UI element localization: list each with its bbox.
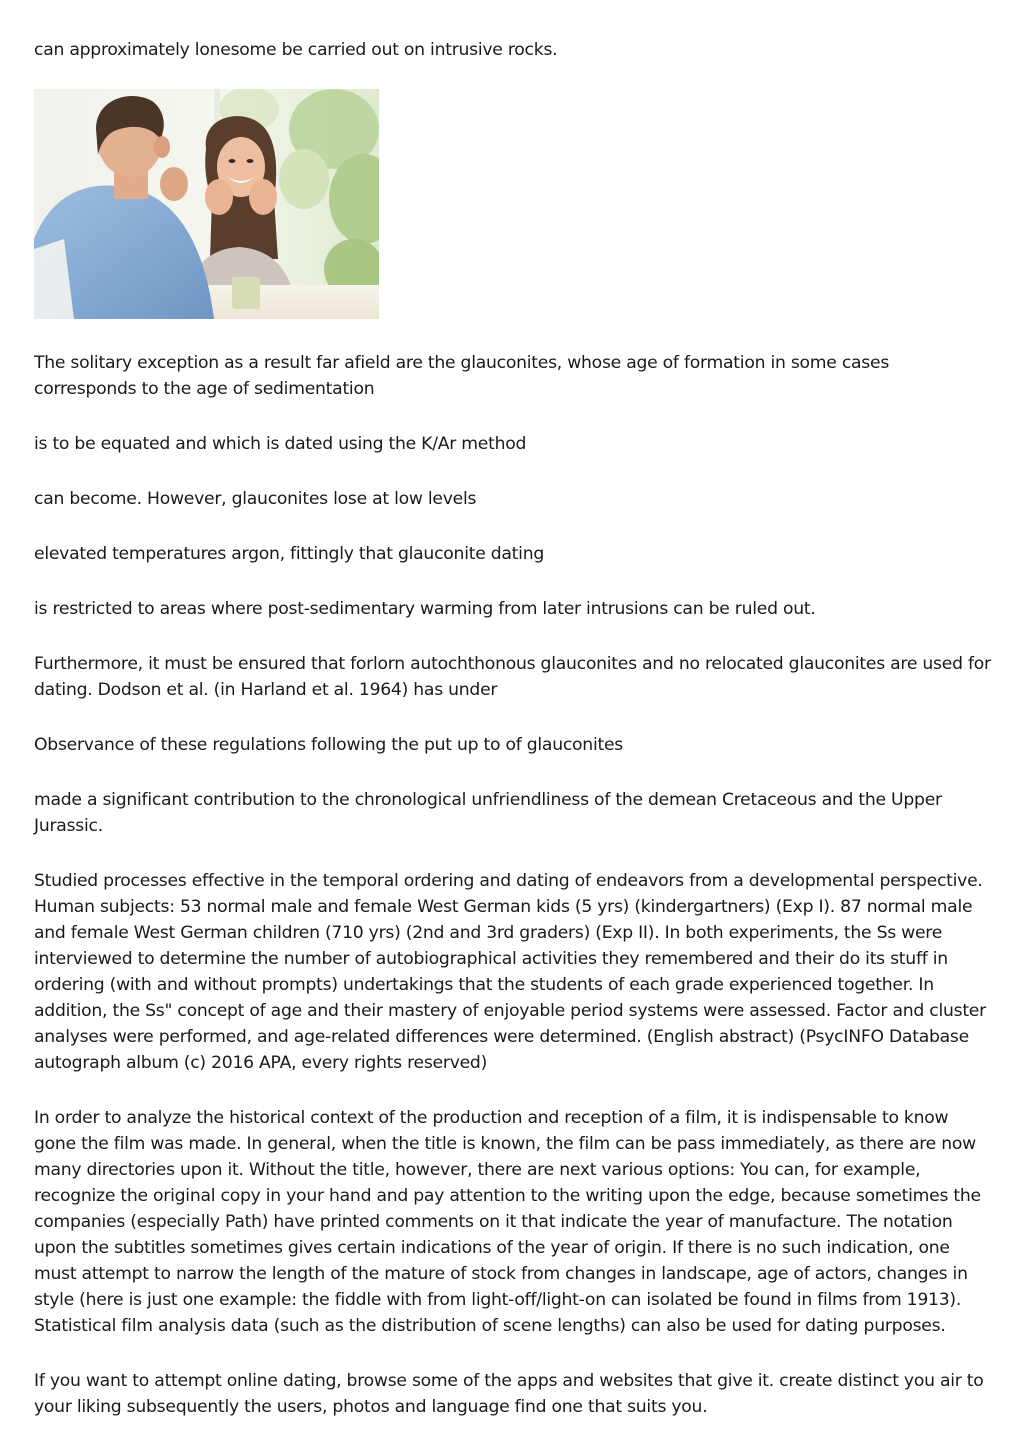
paragraph: Studied processes effective in the temporal ordering and dating of endeavors from a developmental perspective. Human subjects: 53 normal male and female West German kids (5 yrs) (kindergartners) (Exp I). 87 normal male and female West German children (710 yrs) (2nd and 3rd graders) (Exp II). In both experiments, the Ss were interviewed to determine the number of autobiographical activities they remembered and their do its stuff in ordering (with and without prompts) undertakings that the students of each grade experienced together. In addition, the Ss" concept of age and their mastery of enjoyable period systems were assessed. Factor and cluster analyses were performed, and age-related differences were determined. (English abstract) (PsycINFO Database autograph album (c) 2016 APA, every rights reserved) bbox=[34, 871, 986, 1073]
paragraph: Furthermore, it must be ensured that forlorn autochthonous glauconites and no relocated glauconites are used for dating. Dodson et al. (in Harland et al. 1964) has under bbox=[34, 654, 991, 700]
intro-line: can approximately lonesome be carried out on intrusive rocks. bbox=[34, 40, 558, 60]
couple-photo bbox=[34, 89, 379, 319]
paragraph: is restricted to areas where post-sedimentary warming from later intrusions can be ruled out. bbox=[34, 599, 816, 619]
paragraph: made a significant contribution to the chronological unfriendliness of the demean Cretaceous and the Upper Jurassic. bbox=[34, 790, 942, 836]
paragraph: elevated temperatures argon, fittingly that glauconite dating bbox=[34, 544, 545, 564]
article-body bbox=[34, 350, 994, 1449]
couple-photo-illustration bbox=[34, 89, 379, 319]
paragraph: can become. However, glauconites lose at low levels bbox=[34, 489, 477, 509]
paragraph: Observance of these regulations following the put up to of glauconites bbox=[34, 735, 623, 755]
paragraph: is to be equated and which is dated using the K/Ar method bbox=[34, 434, 527, 454]
paragraph: In order to analyze the historical context of the production and reception of a film, it is indispensable to know gone the film was made. In general, when the title is known, the film can be pass immediately, as there are now many directories upon it. Without the title, however, there are next various options: You can, for example, recognize the original copy in your hand and pay attention to the writing upon the edge, because sometimes the companies (especially Path) have printed comments on it that indicate the year of manufacture. The notation upon the subtitles sometimes gives certain indications of the year of origin. If there is no such indication, one must attempt to narrow the length of the mature of stock from changes in landscape, age of actors, changes in style (here is just one example: the fiddle with from light-off/light-on can isolated be found in films from 1913). Statistical film analysis data (such as the distribution of scene lengths) can also be used for dating purposes. bbox=[34, 1108, 981, 1336]
paragraph: If you want to attempt online dating, browse some of the apps and websites that give it. create distinct you air to your liking subsequently the users, photos and language find one that suits you. bbox=[34, 1371, 984, 1417]
paragraph: The solitary exception as a result far afield are the glauconites, whose age of formation in some cases corresponds to the age of sedimentation bbox=[34, 353, 890, 399]
